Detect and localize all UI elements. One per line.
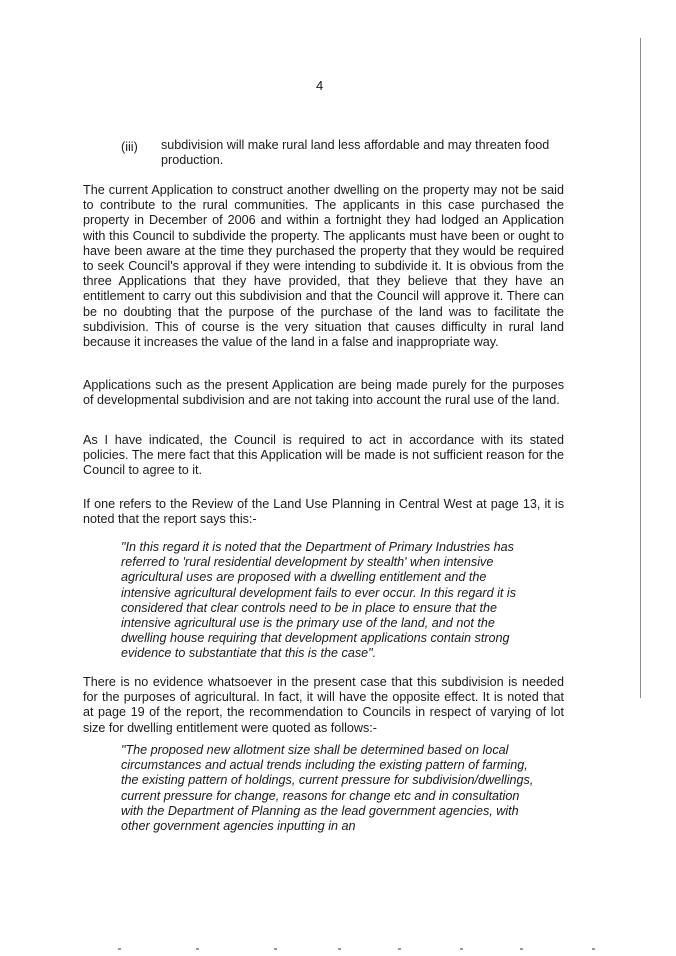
paragraph-2: Applications such as the present Application are being made purely for the purposes of developmental subdivision and are not taking into account the rural use of the land. <box>83 378 564 408</box>
speck <box>338 948 341 950</box>
list-item-marker: (iii) <box>121 140 138 154</box>
scan-bottom-specks <box>0 948 676 954</box>
speck <box>520 948 523 950</box>
speck <box>196 948 199 950</box>
paragraph-5: There is no evidence whatsoever in the present case that this subdivision is needed for the purposes of agricultural. In fact, it will have the opposite effect. It is noted that at page 19 of the report, the recommendation to Councils in respect of varying of lot size for dwelling entitlement were quoted as follows:- <box>83 675 564 735</box>
speck <box>398 948 401 950</box>
speck <box>460 948 463 950</box>
block-quote-1: "In this regard it is noted that the Department of Primary Industries has referred to 'rural residential development by stealth' when intensive agricultural uses are proposed with a dwelling entitlement and the intensive agricultural development fails to ever occur. In this regard it is considered that clear controls need to be in place to ensure that the intensive agricultural use is the primary use of the land, and not the dwelling house requiring that development applications contain strong evidence to substantiate that this is the case". <box>121 540 517 661</box>
speck <box>118 948 121 950</box>
page-number: 4 <box>316 78 324 93</box>
paragraph-1: The current Application to construct another dwelling on the property may not be said to contribute to the rural communities. The applicants in this case purchased the property in December of 2006 and within a fortnight they had lodged an Application with this Council to subdivide the property. The applicants must have been or ought to have been aware at the time they purchased the property that they would be required to seek Council's approval if they were intending to subdivide it. It is obvious from the three Applications that they have provided, that they believe that they have an entitlement to carry out this subdivision and that the Council will approve it. There can be no doubting that the purpose of the purchase of the land was to facilitate the subdivision. This of course is the very situation that causes difficulty in rural land because it increases the value of the land in a false and inappropriate way. <box>83 183 564 350</box>
scan-edge-line <box>640 38 641 698</box>
paragraph-3: As I have indicated, the Council is required to act in accordance with its stated policies. The mere fact that this Application will be made is not sufficient reason for the Council to agree to it. <box>83 433 564 478</box>
block-quote-2: "The proposed new allotment size shall be determined based on local circumstances and actual trends including the existing pattern of farming, the existing pattern of holdings, current pressure for subdivision/dwellings, current pressure for change, reasons for change etc and in consultation with the Department of Planning as the lead government agencies, with other government agencies inputting in an <box>121 743 534 834</box>
speck <box>274 948 277 950</box>
list-item-text: subdivision will make rural land less affordable and may threaten food production. <box>161 138 550 168</box>
speck <box>592 948 595 950</box>
paragraph-4: If one refers to the Review of the Land Use Planning in Central West at page 13, it is noted that the report says this:- <box>83 497 564 527</box>
